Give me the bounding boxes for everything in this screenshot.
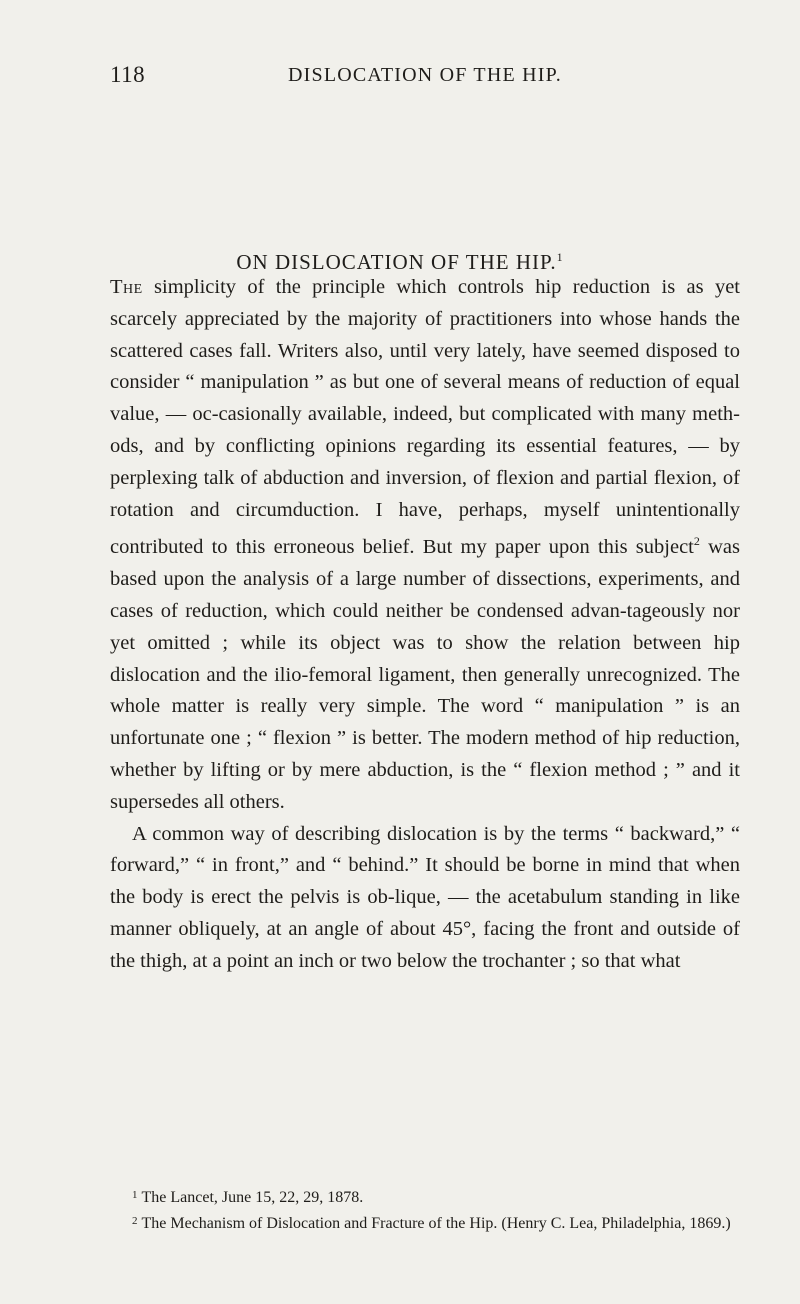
page-number: 118 — [110, 62, 146, 87]
footnote-text: The Mechanism of Dislocation and Fracture of the Hip. (Henry C. Lea, Philadelphia, 1869.) — [141, 1214, 731, 1232]
chapter-footnote-ref: 1 — [556, 250, 564, 264]
footnote-text: The Lancet, June 15, 22, 29, 1878. — [141, 1189, 364, 1206]
paragraph-1 — [110, 272, 740, 819]
paragraph-1-part-b: was based upon the analysis of a large number of dissections, experiments, and cases of reduction, which could neither be condensed advan-tageously nor yet omitted ; while its object was to show the relation between hip dislocation and the ilio-femoral ligament, then generally unrecognized. The whole matter is really very simple. The word “ manipulation ” is an unfortunate one ; “ flexion ” is better. The modern method of hip reduction, whether by lifting or by mere abduction, is the “ flexion method ; ” and it supersedes all others. — [110, 536, 740, 813]
running-title: DISLOCATION OF THE HIP. — [288, 64, 562, 86]
footnote-1 — [110, 1184, 740, 1210]
paragraph-1-part-a: simplicity of the principle which controls hip reduction is as yet scarcely appreciated by the majority of practitioners into whose hands the scattered cases fall. Writers also, until very lately, have seemed disposed to consider “ manipulation ” as but one of several means of reduction of equal value, — oc-casionally available, indeed, but complicated with many meth-ods, and by conflicting opinions regarding its essential features, — by perplexing talk of abduction and inversion, of flexion and partial flexion, of rotation and circumduction. I have, perhaps, myself unintentionally contributed to this erroneous belief. But my paper upon this subject — [110, 276, 740, 559]
chapter-title-text: ON DISLOCATION OF THE HIP. — [236, 250, 557, 274]
body-text — [110, 272, 740, 978]
paragraph-2: A common way of describing dislocation is by the terms “ backward,” “ forward,” “ in front,” and “ behind.” It should be borne in mind that when the body is erect the pelvis is ob-lique, — the acetabulum standing in like manner obliquely, at an angle of about 45°, facing the front and outside of the thigh, at a point an inch or two below the trochanter ; so that what — [110, 822, 740, 972]
footnotes — [110, 1184, 740, 1235]
running-head — [110, 62, 750, 102]
footnote-mark: 2 — [132, 1214, 138, 1227]
footnote-mark: 1 — [132, 1189, 138, 1201]
footnote-ref-2: 2 — [693, 534, 700, 549]
paragraph-lead-word: The — [110, 276, 143, 298]
footnote-2 — [110, 1210, 740, 1236]
